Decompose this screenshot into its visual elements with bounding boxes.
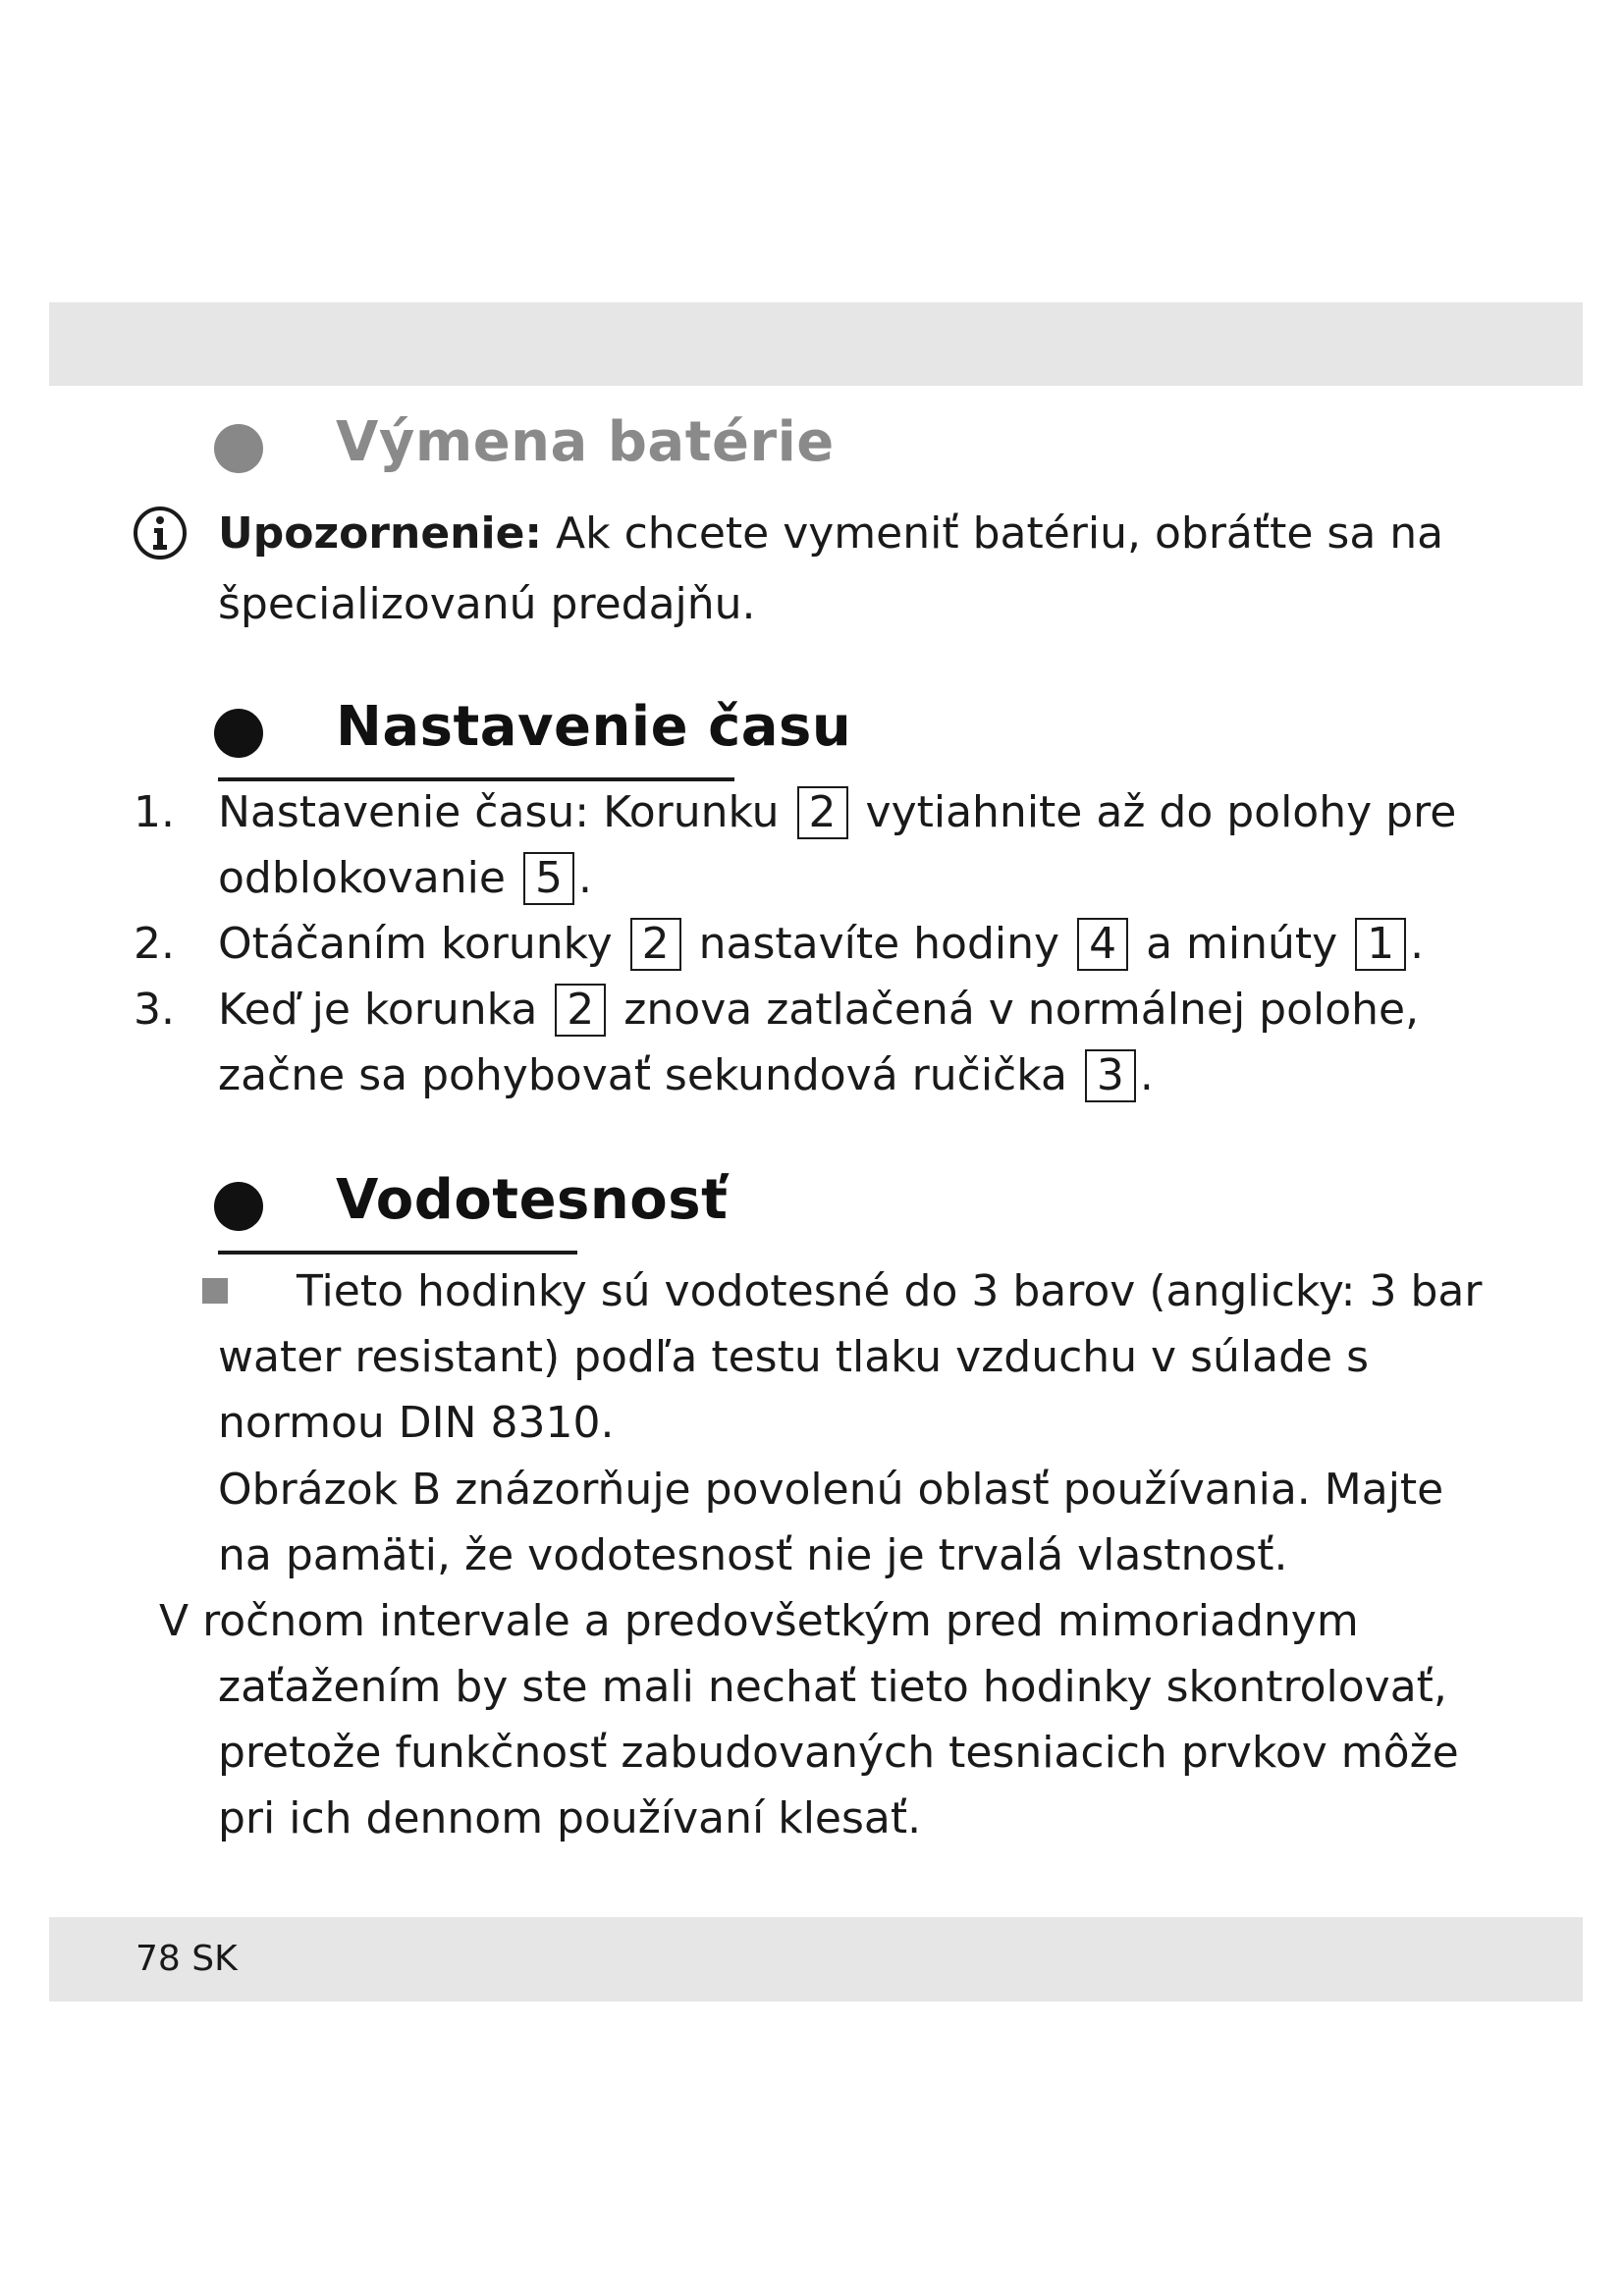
heading-text: Nastavenie času [336,695,852,759]
water-line-5: na pamäti, že vodotesnosť nie je trvalá vlastnosť. [218,1530,1288,1580]
water-line-4: Obrázok B znázorňuje povolenú oblasť používania. Majte [218,1465,1444,1515]
ref-box: 4 [1077,918,1128,971]
step-text: Nastavenie času: Korunku [218,787,780,837]
step-text: odblokovanie [218,853,506,903]
ref-box: 2 [797,786,848,839]
step-text: nastavíte hodiny [698,919,1060,969]
heading-text: Výmena batérie [336,410,835,474]
heading-underline [218,777,734,781]
ref-box: 1 [1355,918,1406,971]
water-line-7: zaťažením by ste mali nechať tieto hodinky skontrolovať, [218,1662,1447,1712]
ref-box: 2 [630,918,681,971]
ref-box: 5 [523,852,574,905]
footer-band [49,1917,1583,2002]
step-2-number: 2. [134,919,175,969]
ref-box: 2 [555,984,606,1037]
note-label: Upozornenie: [218,508,542,559]
step-text: Otáčaním korunky [218,919,613,969]
step-1-number: 1. [134,787,175,837]
step-text: . [1410,919,1425,969]
step-1-line-1 [218,785,1456,840]
note-line-1 [218,507,1443,561]
note-line-2: špecializovanú predajňu. [218,579,756,629]
square-bullet-icon [202,1278,228,1304]
water-line-2: water resistant) podľa testu tlaku vzduchu v súlade s [218,1332,1369,1382]
step-text: začne sa pohybovať sekundová ručička [218,1050,1067,1100]
note-text: Ak chcete vymeniť batériu, obráťte sa na [556,508,1444,559]
step-text: a minúty [1146,919,1338,969]
water-line-9: pri ich dennom používaní klesať. [218,1793,922,1843]
page-number: 78 SK [135,1939,238,1979]
step-text: . [577,853,592,903]
info-icon [133,506,188,561]
step-text: vytiahnite až do polohy pre [865,787,1457,837]
heading-text: Vodotesnosť [336,1168,729,1232]
step-1-line-2 [218,851,592,906]
step-text: Keď je korunka [218,985,538,1035]
circle-bullet-icon [214,1182,263,1231]
step-3-line-2 [218,1048,1154,1103]
step-3-line-1 [218,983,1419,1038]
step-2-line-1 [218,917,1424,972]
heading-underline [218,1251,577,1255]
header-band [49,302,1583,386]
water-line-8: pretože funkčnosť zabudovaných tesniacich prvkov môže [218,1728,1459,1778]
circle-bullet-icon [214,424,263,473]
step-text: znova zatlačená v normálnej polohe, [623,985,1420,1035]
water-line-1: Tieto hodinky sú vodotesné do 3 barov (anglicky: 3 bar [297,1266,1483,1316]
step-text: . [1139,1050,1154,1100]
water-line-3: normou DIN 8310. [218,1398,615,1448]
circle-bullet-icon [214,709,263,758]
ref-box: 3 [1085,1049,1136,1102]
water-line-6: V ročnom intervale a predovšetkým pred mimoriadnym [159,1596,1359,1646]
step-3-number: 3. [134,985,175,1035]
